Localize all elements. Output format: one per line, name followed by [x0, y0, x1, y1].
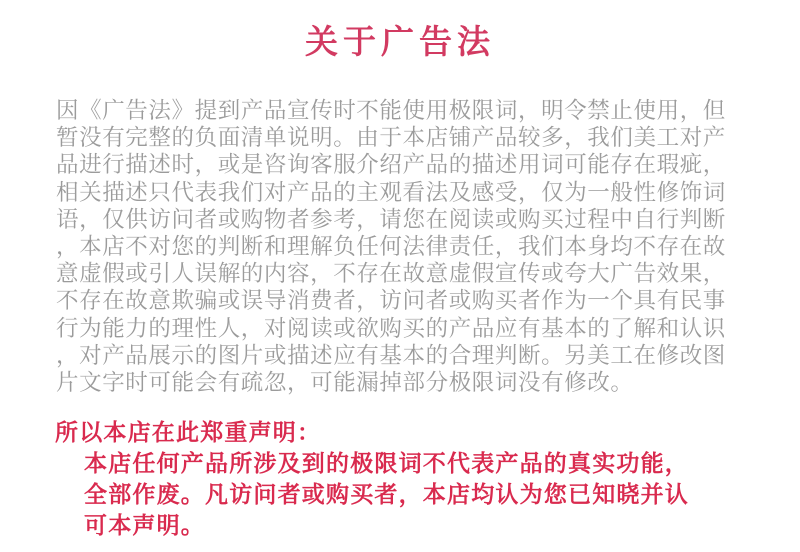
disclaimer-paragraph: [56, 97, 748, 396]
disclaimer-line: 片文字时可能会有疏忽，可能漏掉部分极限词没有修改。: [56, 370, 634, 396]
disclaimer-line: 暂没有完整的负面清单说明。由于本店铺产品较多，我们美工对产: [56, 125, 726, 151]
disclaimer-line: 相关描述只代表我们对产品的主观看法及感受，仅为一般性修饰词: [56, 179, 726, 205]
disclaimer-line: 意虚假或引人误解的内容，不存在故意虚假宣传或夸大广告效果，: [56, 261, 726, 287]
disclaimer-line: 因《广告法》提到产品宣传时不能使用极限词，明令禁止使用，但: [56, 98, 726, 123]
page-title: 关于广告法: [305, 23, 495, 60]
disclaimer-line: 不存在故意欺骗或误导消费者，访问者或购买者作为一个具有民事: [56, 288, 726, 314]
statement-body: [84, 448, 689, 541]
disclaimer-line: 语，仅供访问者或购物者参考，请您在阅读或购买过程中自行判断: [56, 206, 726, 232]
disclaimer-line: ，对产品展示的图片或描述应有基本的合理判断。另美工在修改图: [56, 342, 726, 368]
statement-line: 全部作废。凡访问者或购买者，本店均认为您已知晓并认: [84, 481, 689, 507]
statement-line: 可本声明。: [84, 512, 205, 538]
disclaimer-line: 品进行描述时，或是咨询客服介绍产品的描述用词可能存在瑕疵，: [56, 152, 726, 178]
statement-line: 本店任何产品所涉及到的极限词不代表产品的真实功能，: [84, 450, 689, 476]
disclaimer-line: 行为能力的理性人，对阅读或欲购买的产品应有基本的了解和认识: [56, 315, 726, 341]
statement-heading: 所以本店在此郑重声明：: [55, 419, 322, 445]
disclaimer-line: ，本店不对您的判断和理解负任何法律责任，我们本身均不存在故: [56, 234, 726, 260]
